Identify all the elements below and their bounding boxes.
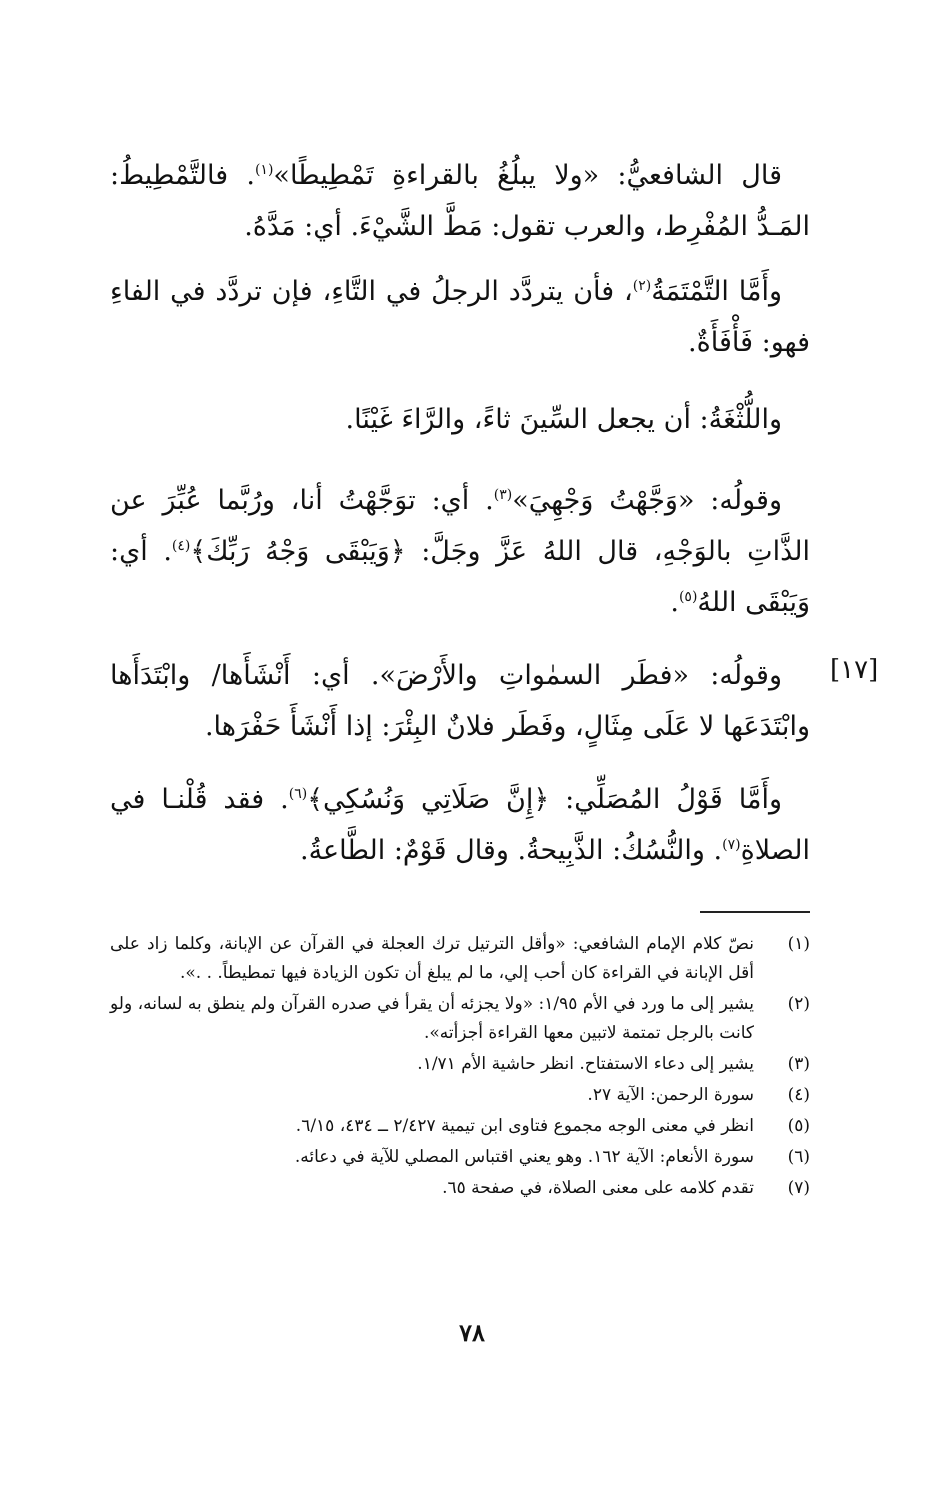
paragraph-tamtama bbox=[110, 266, 810, 368]
text-run: وقولُه: «فطَر السمٰواتِ والأَرْضَ». أي: أَنْشَأَها/ وابْتَدَأَها وابْتَدَعَها لا عَلَى مِثَالٍ، وفَطَر فلانٌ البِئْرَ: إذا أَنْشَأَ حَفْرَها. bbox=[110, 660, 810, 742]
manuscript-folio-marker: [١٧] bbox=[830, 655, 879, 685]
footnote-item bbox=[110, 1143, 810, 1172]
footnote-item bbox=[110, 1112, 810, 1141]
text-run: واللُّثْغَةُ: أن يجعل السِّينَ ثاءً، والرَّاءَ غَيْنًا. bbox=[345, 404, 782, 435]
footnote-text: سورة الأنعام: الآية ١٦٢. وهو يعني اقتباس المصلي للآية في دعائه. bbox=[294, 1147, 754, 1167]
footnote-ref: (٢) bbox=[632, 278, 652, 294]
footnote-separator bbox=[700, 911, 810, 913]
footnote-number: (٣) bbox=[787, 1054, 810, 1074]
text-run: . أي: وَيَبْقَى اللهُ bbox=[110, 536, 810, 618]
footnote-item bbox=[110, 930, 810, 988]
text-run: ، فأن يتردَّد الرجلُ في التَّاءِ، فإن تردَّد في الفاءِ فهو: فَأْفَأَةٌ. bbox=[110, 276, 810, 358]
text-run: . والنُّسُكُ: الذَّبِيحةُ. وقال قَوْمٌ: الطَّاعةُ. bbox=[299, 835, 723, 866]
footnote-text: يشير إلى دعاء الاستفتاح. انظر حاشية الأم ١/٧١. bbox=[417, 1054, 754, 1074]
footnotes bbox=[110, 930, 810, 1205]
text-run: . فقد قُلْنـا في الصلاةِ bbox=[110, 784, 810, 866]
footnote-text: انظر في معنى الوجه مجموع فتاوى ابن تيمية ٢/٤٢٧ ــ ٤٣٤، ٦/١٥. bbox=[295, 1116, 754, 1136]
text-run: وأَمَّا قَوْلُ المُصَلِّي: ﴿إِنَّ صَلَاتِي وَنُسُكِي﴾ bbox=[307, 784, 782, 815]
footnote-item bbox=[110, 1050, 810, 1079]
footnote-number: (٧) bbox=[787, 1178, 810, 1198]
text-run: . فالتَّمْطِيطُ: المَـدُّ المُفْرِط، والعرب تقول: مَطَّ الشَّيْءَ. أي: مَدَّهُ. bbox=[110, 160, 810, 242]
text-run: وقولُه: «وَجَّهْتُ وَجْهِيَ» bbox=[512, 485, 782, 516]
footnote-number: (٥) bbox=[787, 1116, 810, 1136]
footnote-number: (٦) bbox=[787, 1147, 810, 1167]
footnote-item bbox=[110, 1081, 810, 1110]
page-number: ٧٨ bbox=[459, 1318, 485, 1347]
footnote-number: (٢) bbox=[787, 994, 810, 1014]
footnote-item bbox=[110, 1174, 810, 1203]
footnote-text: نصّ كلام الإمام الشافعي: «وأقل الترتيل ترك العجلة في القرآن عن الإبانة، وكلما زاد على أقل الإبانة في القراءة كان أحب إلي، ما لم يبلغ أن تكون الزيادة فيها تمطيطاً. . .». bbox=[110, 934, 754, 983]
text-run: وأَمَّا التَّمْتَمَةُ bbox=[651, 276, 782, 307]
text-run: . أي: توَجَّهْتُ أنا، ورُبَّما عُبِّرَ عن الذَّاتِ بالوَجْهِ، قال اللهُ عَزَّ وجَلَّ: ﴿وَيَبْقَى وَجْهُ رَبِّكَ﴾ bbox=[110, 485, 810, 567]
footnote-number: (٤) bbox=[787, 1085, 810, 1105]
paragraph-fatara bbox=[110, 650, 810, 752]
footnote-text: تقدم كلامه على معنى الصلاة، في صفحة ٦٥. bbox=[442, 1178, 754, 1198]
text-run: . bbox=[670, 587, 679, 618]
footnote-number: (١) bbox=[787, 934, 810, 954]
footnote-ref: (٧) bbox=[722, 837, 741, 853]
footnote-ref: (٤) bbox=[171, 538, 191, 554]
paragraph-wajjahtu bbox=[110, 475, 810, 628]
main-text bbox=[110, 150, 810, 902]
text-run: قال الشافعيُّ: «ولا يبلُغُ بالقراءةِ تَمْطِيطًا» bbox=[273, 160, 782, 191]
footnote-item bbox=[110, 990, 810, 1048]
footnote-text: يشير إلى ما ورد في الأم ١/٩٥: «ولا يجزئه أن يقرأ في صدره القرآن ولم ينطق به لسانه، ولو كانت بالرجل تمتمة لاتبين معها القراءة أجزأته». bbox=[110, 994, 754, 1043]
paragraph-tamtit bbox=[110, 150, 810, 252]
footnote-ref: (١) bbox=[254, 162, 274, 178]
footnote-ref: (٦) bbox=[288, 786, 308, 802]
footnote-ref: (٣) bbox=[493, 487, 513, 503]
footnote-text: سورة الرحمن: الآية ٢٧. bbox=[587, 1085, 754, 1105]
paragraph-luthgha bbox=[110, 394, 810, 445]
paragraph-salati bbox=[110, 774, 810, 876]
footnote-ref: (٥) bbox=[678, 589, 698, 605]
